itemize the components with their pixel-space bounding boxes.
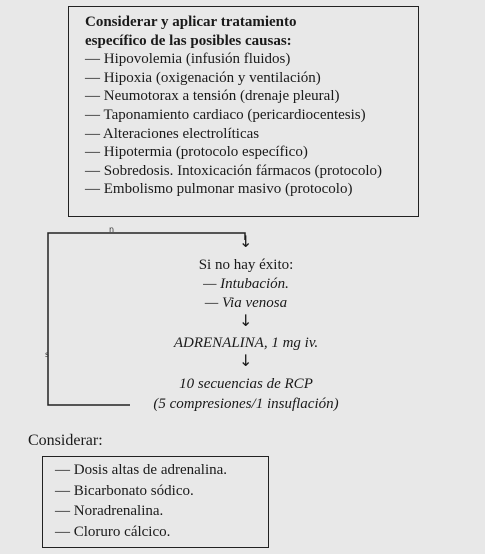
venous-access-step: — Via venosa <box>204 295 288 311</box>
cause-item: — Hipotermia (protocolo específico) <box>85 144 308 161</box>
down-arrow-icon: ↓ <box>239 232 253 251</box>
consider-item: — Dosis altas de adrenalina. <box>55 462 228 478</box>
loop-mark-top: n <box>109 225 115 234</box>
consider-item: — Cloruro cálcico. <box>55 523 171 540</box>
no-success-label: Si no hay éxito: <box>198 257 294 273</box>
down-arrow-icon: ↓ <box>239 351 253 370</box>
consider-box <box>42 456 269 548</box>
consider-heading: Considerar: <box>28 432 103 449</box>
causes-heading-line1: Considerar y aplicar tratamiento <box>85 14 297 30</box>
causes-heading-line2: específico de las posibles causas: <box>85 32 292 49</box>
cause-item: — Neumotorax a tensión (drenaje pleural) <box>85 88 340 105</box>
down-arrow-icon: ↓ <box>239 311 253 330</box>
cause-item: — Hipovolemia (infusión fluidos) <box>85 51 291 68</box>
consider-item: — Bicarbonato sódico. <box>55 482 194 499</box>
rcp-ratio-step: (5 compresiones/1 insuflación) <box>153 396 339 412</box>
cause-item: — Sobredosis. Intoxicación fármacos (protocolo) <box>85 162 383 179</box>
consider-item: — Noradrenalina. <box>55 503 164 519</box>
cause-item: — Hipoxia (oxigenación y ventilación) <box>85 69 321 86</box>
cause-item: — Alteraciones electrolíticas <box>85 125 260 142</box>
intubation-step: — Intubación. <box>203 276 289 292</box>
loop-mark-side: s <box>45 350 50 359</box>
rcp-sequences-step: 10 secuencias de RCP <box>179 376 313 392</box>
adrenaline-step: ADRENALINA, 1 mg iv. <box>173 335 319 351</box>
cause-item: — Taponamiento cardiaco (pericardiocentesis) <box>85 106 366 123</box>
cause-item: — Embolismo pulmonar masivo (protocolo) <box>85 181 353 198</box>
